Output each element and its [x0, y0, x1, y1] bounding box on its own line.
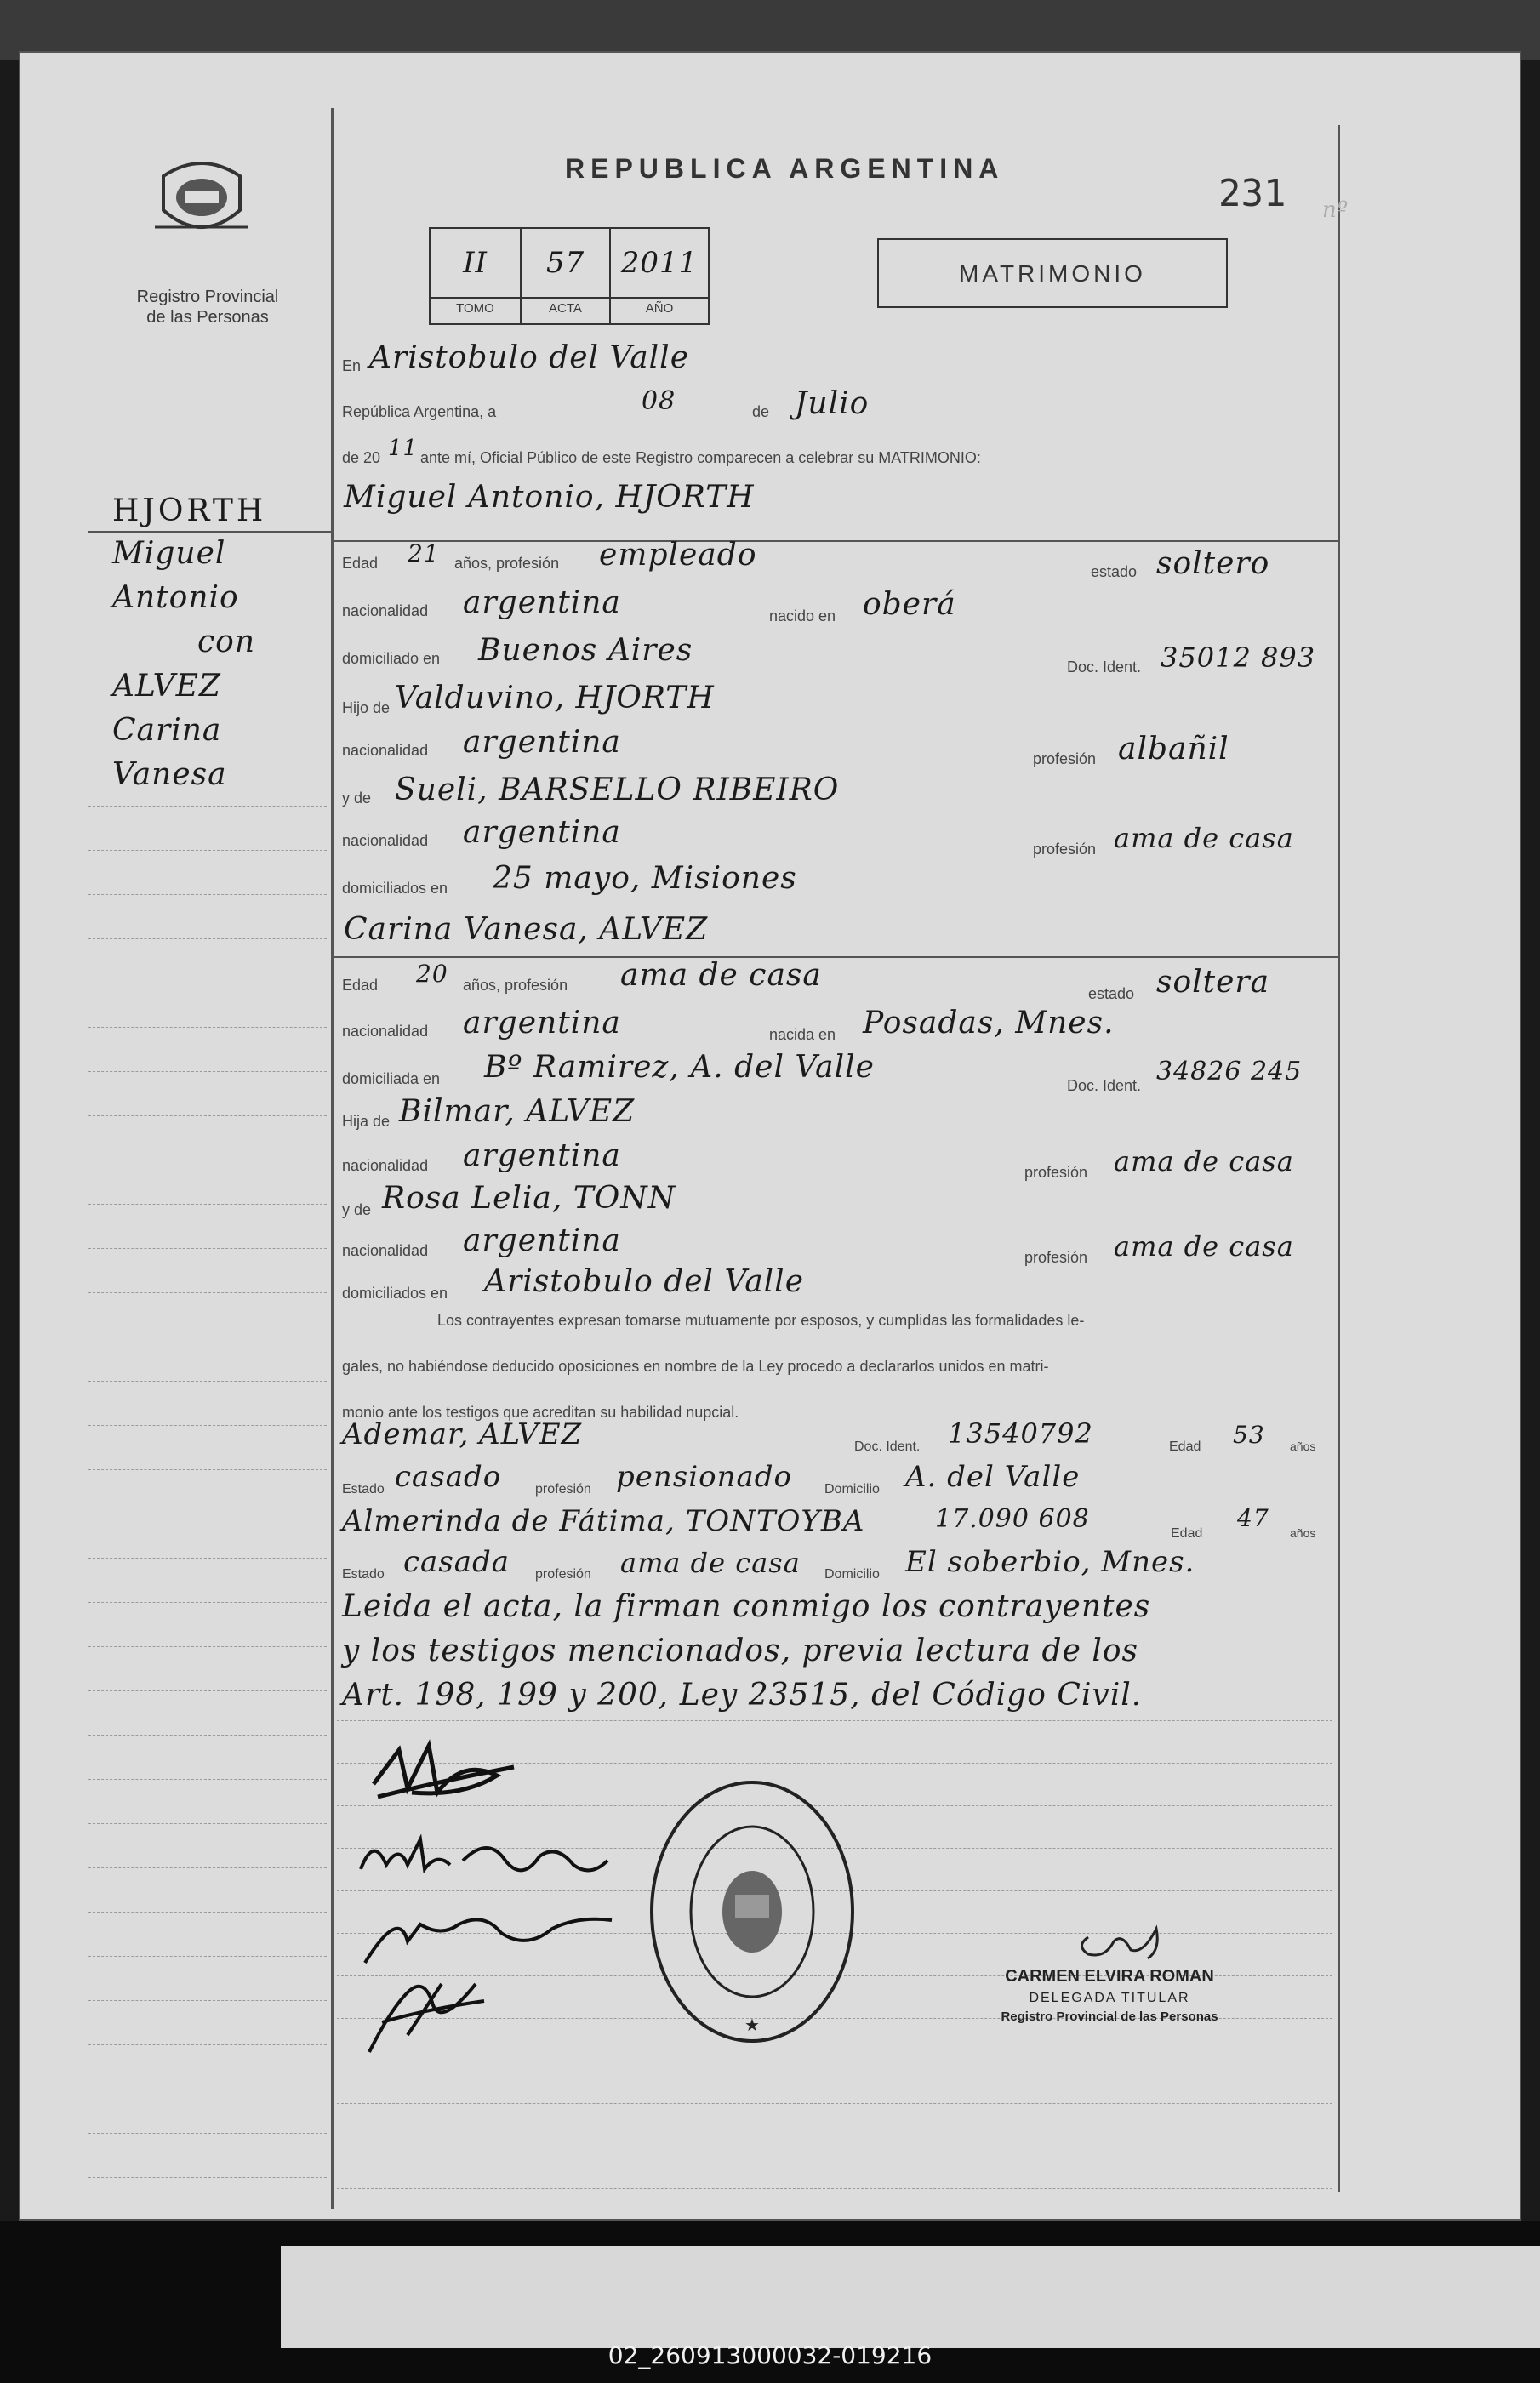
- closing-line2: y los testigos mencionados, previa lectura de los: [342, 1633, 1138, 1668]
- witness1-estado: casado: [395, 1460, 502, 1494]
- en-label: En: [342, 357, 362, 374]
- bride-mother-prof: ama de casa: [1114, 1230, 1294, 1263]
- bride-nac-label: nacionalidad: [342, 1023, 429, 1040]
- margin-name-2: Antonio: [112, 580, 239, 615]
- bride-nationality: argentina: [463, 1006, 621, 1040]
- official-seal-icon: [642, 1771, 863, 2052]
- witness2-edad-label: Edad: [1171, 1526, 1203, 1541]
- groom-mother-prof: ama de casa: [1114, 822, 1294, 854]
- margin-ruled-line: [88, 1115, 327, 1116]
- witness2-name: Almerinda de Fátima, TONTOYBA: [342, 1504, 865, 1538]
- witness2-domicile: El soberbio, Mnes.: [905, 1545, 1195, 1579]
- ano-value: 2011: [620, 246, 699, 280]
- margin-ruled-line: [88, 850, 327, 851]
- bride-doc-label: Doc. Ident.: [1067, 1077, 1142, 1094]
- registry-line2: de las Personas: [146, 308, 269, 327]
- groom-estado: soltero: [1156, 546, 1270, 581]
- groom-birthplace: oberá: [863, 587, 956, 622]
- groom-mother-prof-label: profesión: [1033, 841, 1097, 858]
- margin-ruled-line: [88, 938, 327, 939]
- declaration-line3: monio ante los testigos que acreditan su habilidad nupcial.: [342, 1404, 739, 1421]
- bride-father-nat-label: nacionalidad: [342, 1157, 429, 1174]
- witness2-profession: ama de casa: [620, 1547, 801, 1579]
- svg-text:★: ★: [744, 2015, 760, 2035]
- year-prefix: de 20: [342, 449, 381, 466]
- margin-ruled-line: [88, 1204, 327, 1205]
- acta-value: 57: [545, 246, 585, 280]
- bride-name-line: [333, 956, 1338, 958]
- official-signature-icon: [1063, 1912, 1173, 1963]
- witness2-dom-label: Domicilio: [824, 1567, 880, 1582]
- margin-ruled-line: [88, 1735, 327, 1736]
- bride-signature-icon: [352, 1818, 625, 1895]
- margin-ruled-line: [88, 1469, 327, 1470]
- groom-signature-icon: [361, 1733, 531, 1810]
- bride-nacida-label: nacida en: [769, 1026, 836, 1043]
- margin-ruled-line: [88, 1602, 327, 1603]
- margin-ruled-line: [88, 2133, 327, 2134]
- witness2-doc: 17.090 608: [935, 1504, 1090, 1534]
- groom-anos-label: años, profesión: [454, 555, 560, 572]
- margin-name-6: Vanesa: [112, 757, 227, 792]
- record-type: MATRIMONIO: [959, 260, 1146, 287]
- groom-mother-nat-label: nacionalidad: [342, 832, 429, 849]
- margin-name-con: con: [197, 624, 256, 659]
- margin-ruled-line: [88, 1690, 327, 1691]
- corner-note: nº: [1322, 197, 1349, 223]
- republica-label: República Argentina, a: [342, 403, 497, 420]
- bride-birthplace: Posadas, Mnes.: [863, 1006, 1115, 1040]
- country-title: REPUBLICA ARGENTINA: [565, 153, 1005, 184]
- bride-age: 20: [416, 960, 448, 988]
- groom-domicile: Buenos Aires: [478, 633, 693, 668]
- groom-nac-label: nacionalidad: [342, 602, 429, 619]
- bride-father: Bilmar, ALVEZ: [399, 1094, 636, 1129]
- margin-name-5: Carina: [112, 713, 222, 748]
- file-id-caption: 02_260913000032-019216: [607, 2341, 933, 2369]
- closing-line3: Art. 198, 199 y 200, Ley 23515, del Código Civil.: [342, 1678, 1143, 1713]
- witness1-doc-label: Doc. Ident.: [854, 1439, 921, 1454]
- record-id-box: [429, 227, 710, 325]
- margin-ruled-line: [88, 1912, 327, 1913]
- witness2-age: 47: [1237, 1504, 1269, 1532]
- official-title: DELEGADA TITULAR: [1029, 1991, 1190, 2005]
- bride-father-prof: ama de casa: [1114, 1145, 1294, 1177]
- tomo-value: II: [463, 246, 488, 280]
- margin-ruled-line: [88, 1425, 327, 1426]
- body-ruled-line: [337, 2188, 1332, 2189]
- right-border: [1338, 125, 1340, 2192]
- bride-edad-label: Edad: [342, 977, 379, 994]
- official-name: CARMEN ELVIRA ROMAN: [1005, 1967, 1214, 1986]
- groom-mother-nat: argentina: [463, 815, 621, 850]
- coat-of-arms-icon: [146, 151, 257, 244]
- groom-edad-label: Edad: [342, 555, 379, 572]
- bride-mother-nat-label: nacionalidad: [342, 1242, 429, 1259]
- groom-doc-label: Doc. Ident.: [1067, 658, 1142, 676]
- witness1-prof-label: profesión: [535, 1482, 591, 1497]
- groom-age: 21: [408, 539, 440, 567]
- bride-mother: Rosa Lelia, TONN: [382, 1181, 676, 1216]
- witness1-anos-label: años: [1290, 1439, 1316, 1453]
- scan-paper-strip: [281, 2246, 1540, 2348]
- bride-name: Carina Vanesa, ALVEZ: [344, 912, 709, 947]
- registry-line1: Registro Provincial: [136, 288, 279, 306]
- registry-name: [123, 287, 293, 328]
- margin-divider: [331, 108, 334, 2209]
- bride-estado-label: estado: [1088, 985, 1135, 1002]
- bride-father-nat: argentina: [463, 1138, 621, 1173]
- bride-profession: ama de casa: [620, 958, 822, 993]
- marriage-record-page: [19, 51, 1521, 2221]
- month-value: Julio: [795, 386, 870, 421]
- margin-ruled-line: [88, 1071, 327, 1072]
- witness1-dom-label: Domicilio: [824, 1482, 880, 1497]
- groom-parents-dom: 25 mayo, Misiones: [493, 861, 797, 896]
- groom-nationality: argentina: [463, 585, 621, 620]
- margin-name-4: ALVEZ: [112, 669, 221, 704]
- groom-parents-dom-label: domiciliados en: [342, 880, 448, 897]
- day-value: 08: [642, 386, 676, 416]
- margin-ruled-line: [88, 1779, 327, 1780]
- groom-dom-label: domiciliado en: [342, 650, 441, 667]
- witness1-profession: pensionado: [616, 1460, 792, 1494]
- bride-parents-dom: Aristobulo del Valle: [484, 1264, 804, 1299]
- groom-mother: Sueli, BARSELLO RIBEIRO: [395, 772, 840, 807]
- bride-domicile: Bº Ramirez, A. del Valle: [484, 1050, 875, 1085]
- record-type-box: [877, 238, 1228, 308]
- bride-estado: soltera: [1156, 965, 1270, 1000]
- bride-mother-nat: argentina: [463, 1223, 621, 1258]
- margin-ruled-line: [88, 1292, 327, 1293]
- witness1-name: Ademar, ALVEZ: [342, 1417, 583, 1451]
- margin-ruled-line: [88, 1558, 327, 1559]
- body-ruled-line: [337, 1720, 1332, 1721]
- tomo-label: TOMO: [456, 301, 494, 316]
- margin-name-1: Miguel: [112, 536, 226, 571]
- margin-ruled-line: [88, 2177, 327, 2178]
- margin-ruled-line: [88, 1823, 327, 1824]
- margin-ruled-line: [88, 2044, 327, 2045]
- witness2-prof-label: profesión: [535, 1567, 591, 1582]
- margin-ruled-line: [88, 2000, 327, 2001]
- bride-dom-label: domiciliada en: [342, 1070, 441, 1087]
- bride-doc: 34826 245: [1156, 1057, 1303, 1086]
- witness2-estado: casada: [403, 1545, 510, 1579]
- bride-father-prof-label: profesión: [1024, 1164, 1088, 1181]
- groom-father: Valduvino, HJORTH: [395, 681, 715, 715]
- closing-line1: Leida el acta, la firman conmigo los contrayentes: [342, 1589, 1151, 1624]
- witness1-domicile: A. del Valle: [905, 1460, 1081, 1494]
- groom-name-line: [333, 540, 1338, 542]
- official-institution: Registro Provincial de las Personas: [1001, 2010, 1218, 2024]
- groom-profession: empleado: [599, 538, 757, 573]
- groom-doc: 35012 893: [1161, 641, 1316, 674]
- witness1-doc: 13540792: [948, 1417, 1093, 1450]
- groom-nacido-label: nacido en: [769, 607, 836, 624]
- groom-father-prof: albañil: [1118, 732, 1229, 767]
- witness1-age: 53: [1233, 1421, 1265, 1449]
- witness1-edad-label: Edad: [1169, 1439, 1201, 1454]
- margin-ruled-line: [88, 1867, 327, 1868]
- de-label: de: [752, 403, 770, 420]
- margin-ruled-line: [88, 1027, 327, 1028]
- body-ruled-line: [337, 2103, 1332, 2104]
- groom-father-nat: argentina: [463, 725, 621, 760]
- groom-estado-label: estado: [1091, 563, 1138, 580]
- margin-ruled-line: [88, 1381, 327, 1382]
- page-number: 231: [1218, 172, 1286, 215]
- margin-ruled-line: [88, 894, 327, 895]
- acta-label: ACTA: [549, 301, 582, 316]
- statement-text: ante mí, Oficial Público de este Registro comparecen a celebrar su MATRIMONIO:: [420, 449, 981, 466]
- record-id-hline: [431, 297, 708, 299]
- declaration-line2: gales, no habiéndose deducido oposiciones en nombre de la Ley procedo a declararlos unidos en matri-: [342, 1358, 1049, 1375]
- groom-father-nat-label: nacionalidad: [342, 742, 429, 759]
- witness2-estado-label: Estado: [342, 1567, 385, 1582]
- bride-mother-label: y de: [342, 1201, 372, 1218]
- groom-father-label: Hijo de: [342, 699, 391, 716]
- margin-ruled-line: [88, 1248, 327, 1249]
- bride-anos-label: años, profesión: [463, 977, 568, 994]
- margin-ruled-line: [88, 1956, 327, 1957]
- margin-name-surname: HJORTH: [112, 493, 267, 528]
- bride-parents-dom-label: domiciliados en: [342, 1285, 448, 1302]
- witness2-signature-icon: [356, 1958, 527, 2061]
- groom-mother-label: y de: [342, 790, 372, 807]
- margin-underline: [88, 531, 331, 533]
- declaration-line1: Los contrayentes expresan tomarse mutuamente por esposos, y cumplidas las formalidades le-: [437, 1312, 1085, 1329]
- place-value: Aristobulo del Valle: [369, 340, 689, 375]
- margin-ruled-line: [88, 1646, 327, 1647]
- year-suffix: 11: [388, 436, 419, 461]
- witness2-anos-label: años: [1290, 1526, 1316, 1540]
- bride-mother-prof-label: profesión: [1024, 1249, 1088, 1266]
- bride-father-label: Hija de: [342, 1113, 391, 1130]
- ano-label: AÑO: [645, 301, 674, 316]
- groom-name: Miguel Antonio, HJORTH: [344, 480, 755, 515]
- groom-father-prof-label: profesión: [1033, 750, 1097, 767]
- witness1-estado-label: Estado: [342, 1482, 385, 1497]
- margin-ruled-line: [88, 806, 327, 807]
